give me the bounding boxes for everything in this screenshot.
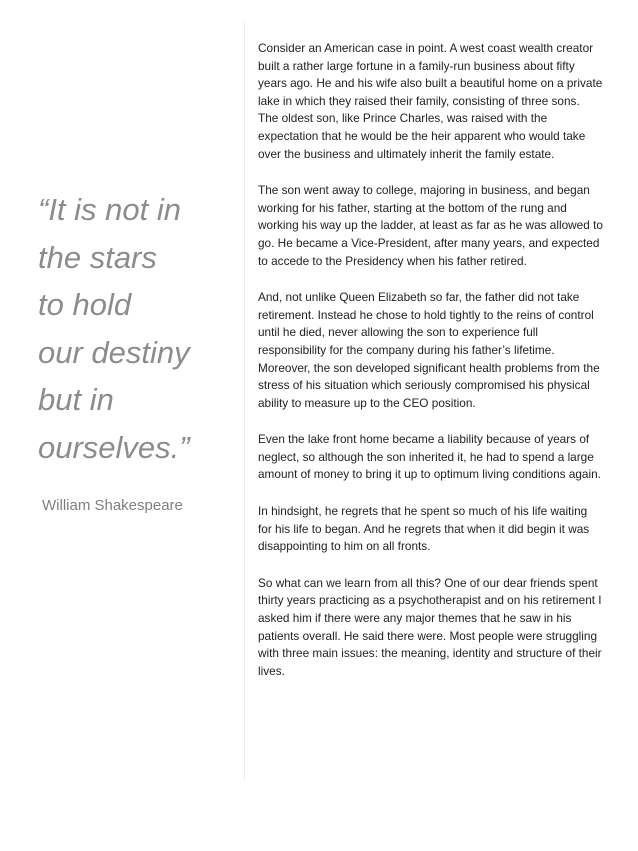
column-divider	[244, 22, 245, 780]
body-text-column	[258, 40, 603, 699]
body-paragraph: So what can we learn from all this? One of our dear friends spent thirty years practicing as a psychotherapist and on his retirement I asked him if there were any major themes that he saw in his patients overall. He said there were. Most people were struggling with three main issues: the meaning, identity and structure of their lives.	[258, 575, 602, 678]
quote-line: the stars	[38, 239, 157, 275]
quote-line: our destiny	[38, 334, 190, 370]
quote-text	[38, 186, 248, 471]
quote-line: but in	[38, 382, 114, 417]
body-paragraph: Consider an American case in point. A west coast wealth creator built a rather large fortune in a family-run business about fifty years ago. He and his wife also built a beautiful home on a private lake in which they raised their family, consisting of three sons. The oldest son, like Prince Charles, was raised with the expectation that he would be the heir apparent who would take over the business and ultimately inherit the family estate.	[258, 41, 603, 161]
quote-line: to hold	[38, 287, 132, 322]
body-paragraph: In hindsight, he regrets that he spent so much of his life waiting for his life to began. And he regrets that when it did begin it was disappointing to him on all fronts.	[258, 504, 590, 554]
quote-line: ourselves.”	[38, 429, 190, 465]
quote-attribution: William Shakespeare	[42, 497, 183, 514]
pull-quote	[38, 186, 248, 471]
quote-line: “It is not in	[38, 192, 181, 227]
body-paragraph: And, not unlike Queen Elizabeth so far, the father did not take retirement. Instead he chose to hold tightly to the reins of control until he died, never allowing the son to experience full responsibility for the company during his father’s lifetime. Moreover, the son developed significant health problems from the stress of his situation which seriously compromised his physical ability to measure up to the CEO position.	[258, 290, 600, 410]
body-paragraph: The son went away to college, majoring in business, and began working for his father, starting at the bottom of the rung and working his way up the ladder, at least as far as he was allowed to go. He became a Vice-President, after many years, and expected to accede to the Presidency when his father retired.	[258, 183, 603, 268]
body-paragraph: Even the lake front home became a liability because of years of neglect, so although the son inherited it, he had to spend a large amount of money to bring it up to optimum living conditions again.	[258, 432, 601, 482]
